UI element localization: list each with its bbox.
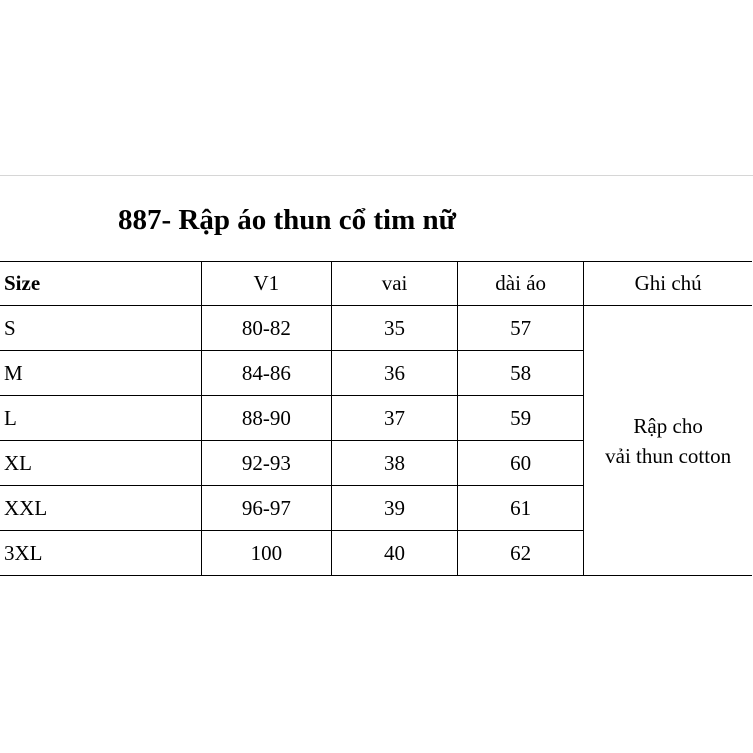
- table-row: [0, 306, 752, 351]
- cell-size: L: [0, 396, 201, 441]
- cell-dai-ao: 57: [458, 306, 584, 351]
- cell-size: M: [0, 351, 201, 396]
- cell-dai-ao: 60: [458, 441, 584, 486]
- header-dai-ao: dài áo: [458, 262, 584, 306]
- header-vai: vai: [331, 262, 457, 306]
- cell-dai-ao: 61: [458, 486, 584, 531]
- cell-vai: 36: [331, 351, 457, 396]
- note-cell: [584, 306, 752, 576]
- cell-v1: 96-97: [201, 486, 331, 531]
- header-v1: V1: [201, 262, 331, 306]
- note-line-2: vải thun cotton: [605, 443, 732, 468]
- top-divider: [0, 175, 753, 176]
- cell-size: 3XL: [0, 531, 201, 576]
- page-title: 887- Rập áo thun cổ tim nữ: [118, 204, 457, 236]
- cell-dai-ao: 59: [458, 396, 584, 441]
- header-size: Size: [0, 262, 201, 306]
- cell-size: XXL: [0, 486, 201, 531]
- cell-vai: 35: [331, 306, 457, 351]
- cell-size: XL: [0, 441, 201, 486]
- header-ghi-chu: Ghi chú: [584, 262, 752, 306]
- size-chart-sheet: [0, 175, 753, 578]
- cell-v1: 100: [201, 531, 331, 576]
- cell-vai: 40: [331, 531, 457, 576]
- cell-v1: 80-82: [201, 306, 331, 351]
- cell-dai-ao: 58: [458, 351, 584, 396]
- cell-vai: 37: [331, 396, 457, 441]
- cell-v1: 92-93: [201, 441, 331, 486]
- cell-size: S: [0, 306, 201, 351]
- size-table: [0, 261, 752, 576]
- cell-vai: 39: [331, 486, 457, 531]
- cell-vai: 38: [331, 441, 457, 486]
- cell-v1: 88-90: [201, 396, 331, 441]
- table-header-row: [0, 262, 752, 306]
- cell-v1: 84-86: [201, 351, 331, 396]
- note-line-1: Rập cho: [633, 413, 703, 438]
- cell-dai-ao: 62: [458, 531, 584, 576]
